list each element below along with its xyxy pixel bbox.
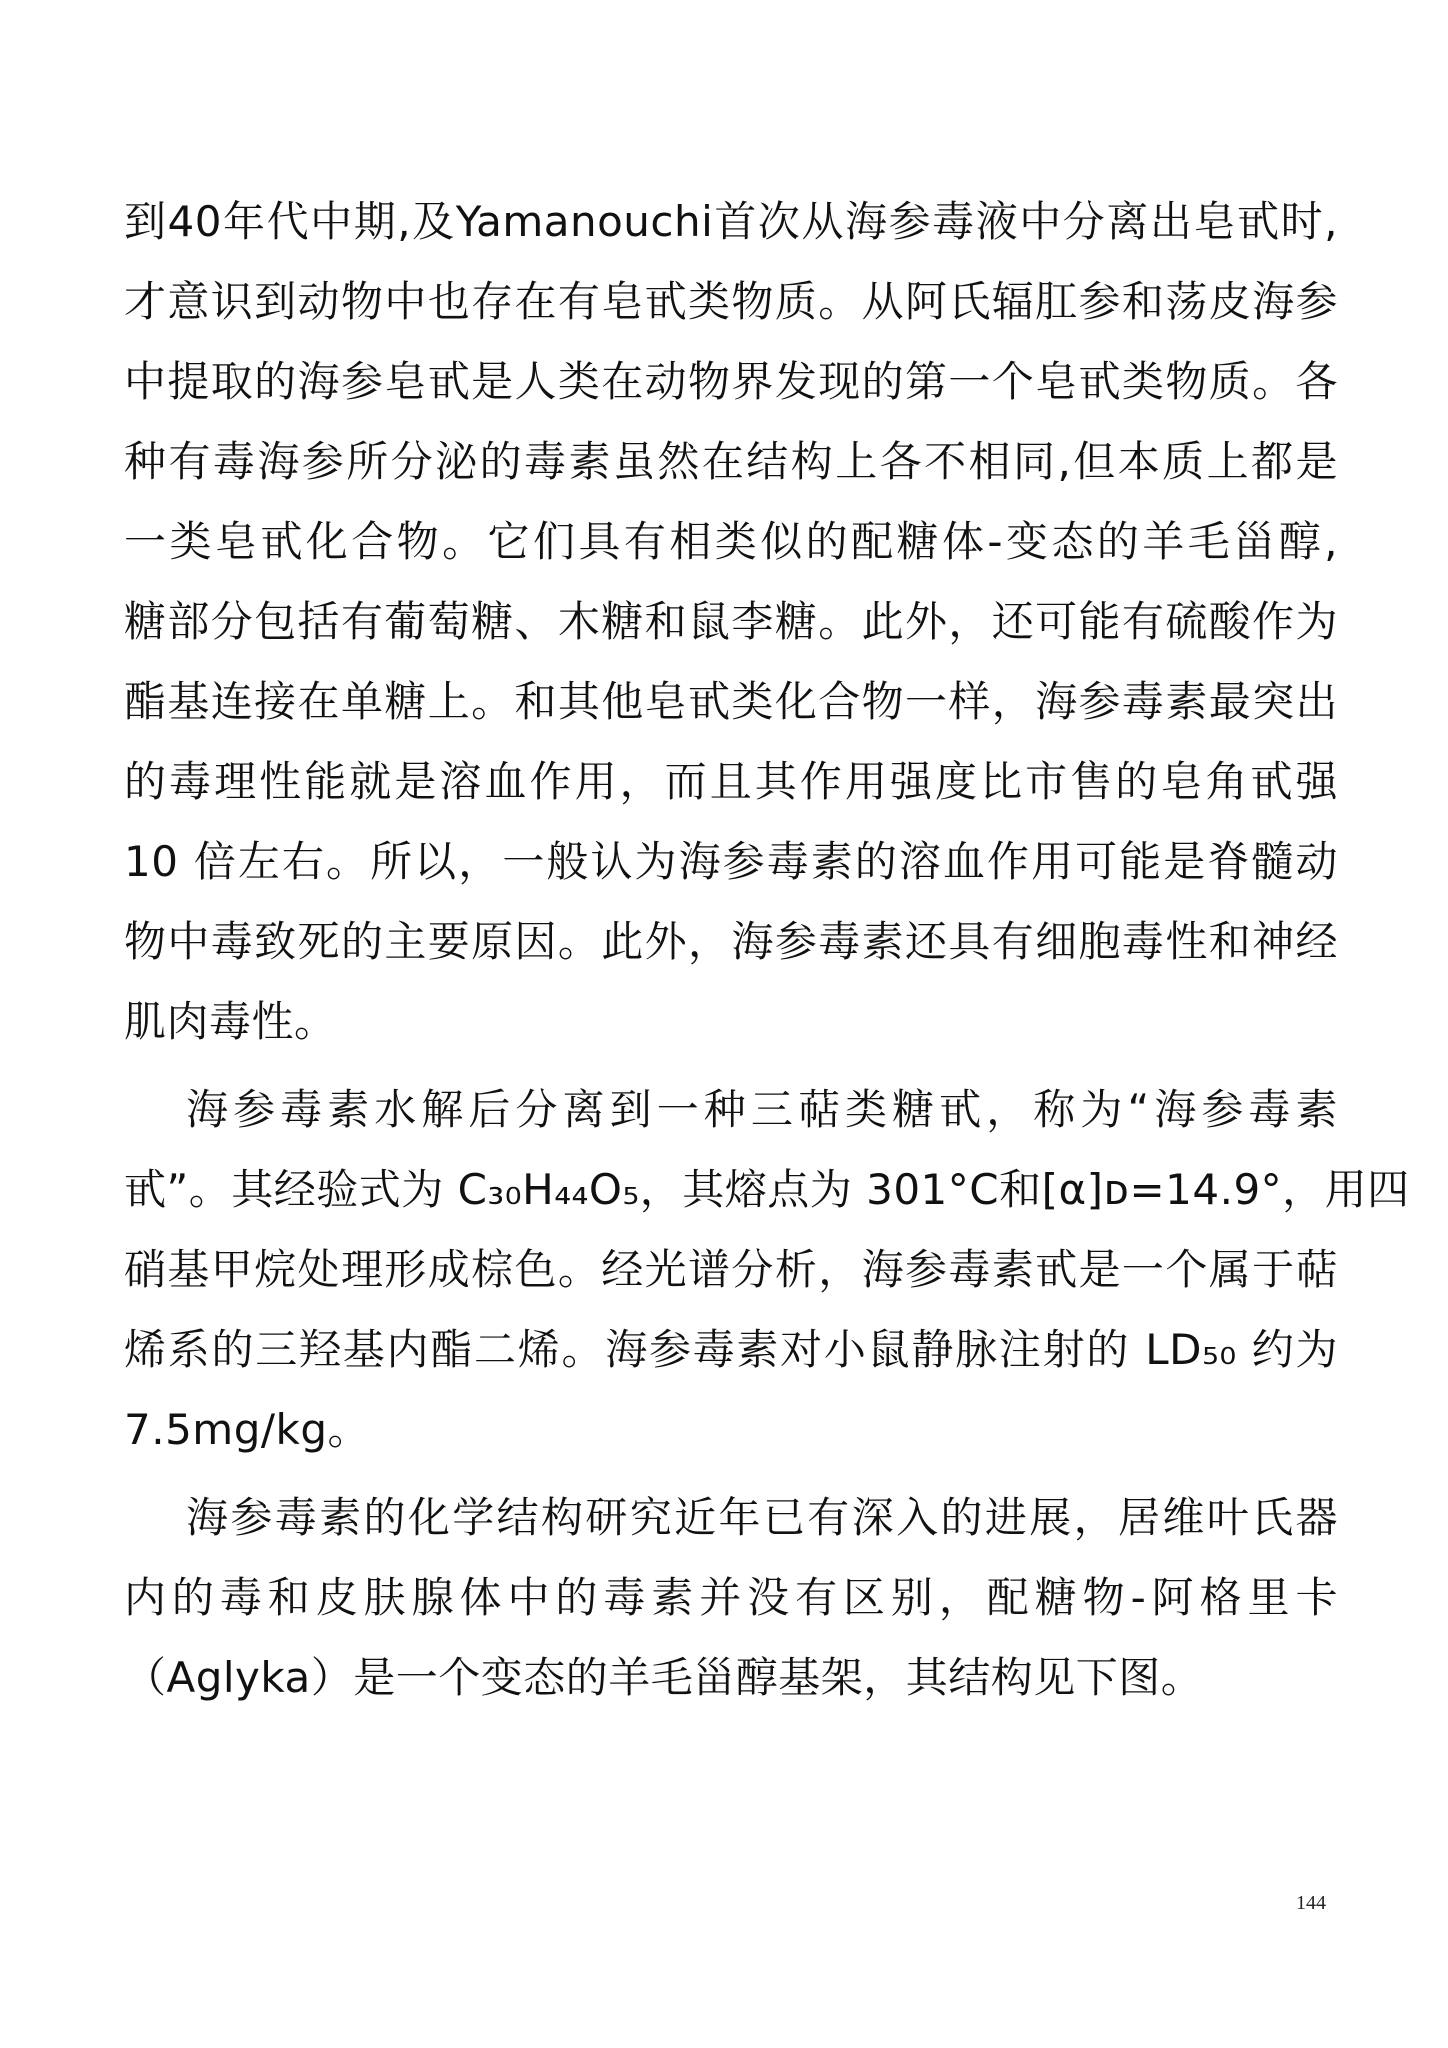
paragraph-first-line: 海参毒素的化学结构研究近年已有深入的进展，居维叶氏器 — [186, 1493, 1338, 1542]
text-line: 到40年代中期,及Yamanouchi首次从海参毒液中分离出皂甙时, — [124, 197, 1338, 246]
text-line: （Aglyka）是一个变态的羊毛甾醇基架，其结构见下图。 — [124, 1653, 1204, 1702]
text-line: 10 倍左右。所以，一般认为海参毒素的溶血作用可能是脊髓动 — [124, 837, 1338, 886]
text-line: 7.5mg/kg。 — [124, 1405, 371, 1454]
text-line: 物中毒致死的主要原因。此外，海参毒素还具有细胞毒性和神经 — [124, 917, 1338, 966]
text-line: 才意识到动物中也存在有皂甙类物质。从阿氏辐肛参和荡皮海参 — [124, 277, 1338, 326]
page-number: 144 — [1296, 1892, 1326, 1914]
text-line: 肌肉毒性。 — [124, 997, 337, 1046]
paragraph-first-line: 海参毒素水解后分离到一种三萜类糖甙，称为“海参毒素 — [186, 1085, 1338, 1134]
text-line: 中提取的海参皂甙是人类在动物界发现的第一个皂甙类物质。各 — [124, 357, 1338, 406]
text-line: 的毒理性能就是溶血作用，而且其作用强度比市售的皂角甙强 — [124, 757, 1338, 806]
text-line: 糖部分包括有葡萄糖、木糖和鼠李糖。此外，还可能有硫酸作为 — [124, 597, 1338, 646]
text-line: 内的毒和皮肤腺体中的毒素并没有区别，配糖物-阿格里卡 — [124, 1573, 1338, 1622]
body-text — [124, 182, 1410, 1718]
text-line: 酯基连接在单糖上。和其他皂甙类化合物一样，海参毒素最突出 — [124, 677, 1338, 726]
text-line: 硝基甲烷处理形成棕色。经光谱分析，海参毒素甙是一个属于萜 — [124, 1245, 1338, 1294]
text-line: 甙”。其经验式为 C₃₀H₄₄O₅，其熔点为 301°C和[α]ᴅ=14.9°，用四 — [124, 1165, 1410, 1214]
text-line: 种有毒海参所分泌的毒素虽然在结构上各不相同,但本质上都是 — [124, 437, 1338, 486]
text-line: 一类皂甙化合物。它们具有相类似的配糖体-变态的羊毛甾醇, — [124, 517, 1338, 566]
text-line: 烯系的三羟基内酯二烯。海参毒素对小鼠静脉注射的 LD₅₀ 约为 — [124, 1325, 1338, 1374]
